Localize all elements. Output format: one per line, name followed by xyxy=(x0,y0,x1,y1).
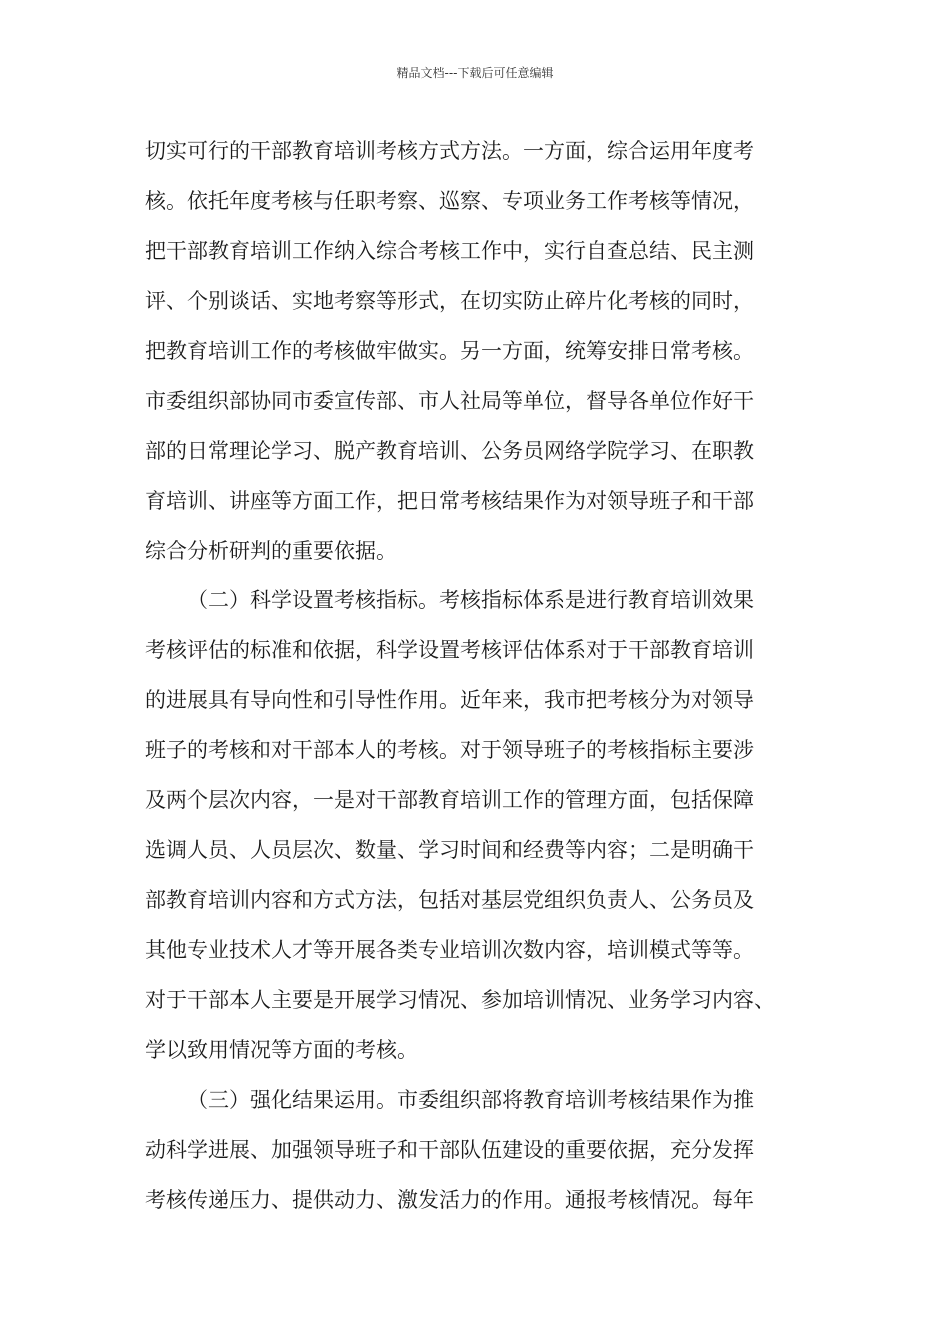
section-heading-line: （二）科学设置考核指标。考核指标体系是进行教育培训效果 xyxy=(187,588,754,612)
body-line: 把干部教育培训工作纳入综合考核工作中，实行自查总结、民主测 xyxy=(145,239,754,263)
body-line: 评、个别谈话、实地考察等形式，在切实防止碎片化考核的同时， xyxy=(145,289,754,313)
body-line: 部的日常理论学习、脱产教育培训、公务员网络学院学习、在职教 xyxy=(145,439,754,463)
body-line: 市委组织部协同市委宣传部、市人社局等单位，督导各单位作好干 xyxy=(145,389,754,413)
body-line: 对于干部本人主要是开展学习情况、参加培训情况、业务学习内容、 xyxy=(145,988,775,1012)
body-line: 其他专业技术人才等开展各类专业培训次数内容，培训模式等等。 xyxy=(145,938,754,962)
body-line: 部教育培训内容和方式方法，包括对基层党组织负责人、公务员及 xyxy=(145,888,754,912)
body-line: 把教育培训工作的考核做牢做实。另一方面，统筹安排日常考核。 xyxy=(145,339,754,363)
body-line: 动科学进展、加强领导班子和干部队伍建设的重要依据，充分发挥 xyxy=(145,1138,754,1162)
body-line: 班子的考核和对干部本人的考核。对于领导班子的考核指标主要涉 xyxy=(145,738,754,762)
body-line: 学以致用情况等方面的考核。 xyxy=(145,1038,418,1062)
body-line: 的进展具有导向性和引导性作用。近年来，我市把考核分为对领导 xyxy=(145,688,754,712)
body-line: 考核传递压力、提供动力、激发活力的作用。通报考核情况。每年 xyxy=(145,1188,754,1212)
body-line: 核。依托年度考核与任职考察、巡察、专项业务工作考核等情况， xyxy=(145,189,754,213)
body-line: 综合分析研判的重要依据。 xyxy=(145,539,397,563)
page-header: 精品文档---下载后可任意编辑 xyxy=(396,66,554,80)
body-line: 选调人员、人员层次、数量、学习时间和经费等内容；二是明确干 xyxy=(145,838,754,862)
body-line: 育培训、讲座等方面工作，把日常考核结果作为对领导班子和干部 xyxy=(145,489,754,513)
body-line: 及两个层次内容，一是对干部教育培训工作的管理方面，包括保障 xyxy=(145,788,754,812)
body-line: 切实可行的干部教育培训考核方式方法。一方面，综合运用年度考 xyxy=(145,139,754,163)
body-line: 考核评估的标准和依据，科学设置考核评估体系对于干部教育培训 xyxy=(145,638,754,662)
section-heading-line: （三）强化结果运用。市委组织部将教育培训考核结果作为推 xyxy=(187,1088,754,1112)
